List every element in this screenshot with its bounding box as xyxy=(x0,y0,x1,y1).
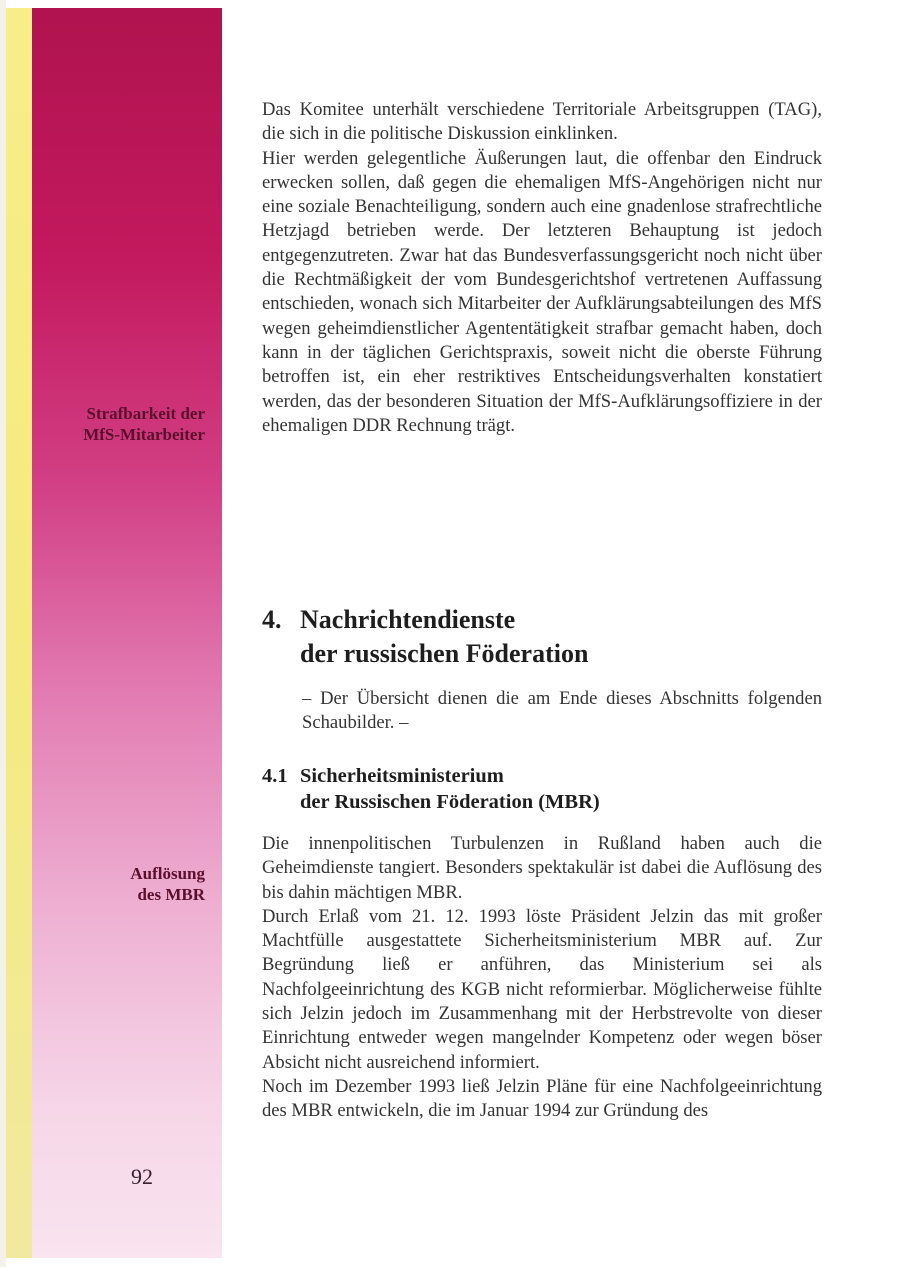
subsection-title-line1: Sicherheitsministerium xyxy=(300,765,504,787)
margin-note-aufloesung xyxy=(40,863,205,905)
subsection-number: 4.1 xyxy=(262,765,288,787)
section-number: 4. xyxy=(262,605,282,634)
margin-note-line: Strafbarkeit der xyxy=(86,404,205,423)
yellow-margin-strip xyxy=(6,8,32,1258)
paragraph: Die innenpolitischen Turbulenzen in Rußland haben auch die Geheimdienste tangiert. Besonders spektakulär ist dabei die Auflösung des bis dahin mächtigen MBR. xyxy=(262,833,822,903)
margin-note-strafbarkeit xyxy=(40,403,205,445)
margin-note-line: des MBR xyxy=(137,885,205,904)
body-text-block-2 xyxy=(262,832,822,1124)
subsection-title-line2: der Russischen Föderation (MBR) xyxy=(300,791,600,813)
paragraph: – Der Übersicht dienen die am Ende dieses Abschnitts folgenden Schaubilder. – xyxy=(302,688,822,734)
margin-note-line: MfS-Mitarbeiter xyxy=(83,425,205,444)
body-text-block xyxy=(262,98,822,438)
section-intro xyxy=(302,687,822,736)
paragraph: Hier werden gelegentliche Äußerungen laut, die offenbar den Eindruck erwecken sollen, daß gegen die ehemaligen MfS-Angehörigen nicht nur eine soziale Benachteiligung, sondern auch eine gnadenlose strafrechtliche Hetzjagd betrieben werde. Der letzteren Behauptung ist jedoch entgegenzutreten. Zwar hat das Bundesverfassungsgericht noch nicht über die Rechtmäßigkeit der vom Bundesgerichtshof vertretenen Auffassung entschieden, wonach sich Mitarbeiter der Aufklärungsabteilungen des MfS wegen geheimdienstlicher Agententätigkeit strafbar gemacht haben, doch kann in der täglichen Gerichtspraxis, soweit nicht die oberste Führung betroffen ist, ein eher restriktives Entscheidungsverhalten konstatiert werden, das der besonderen Situation der MfS-Aufklärungsoffiziere in der ehemaligen DDR Rechnung trägt. xyxy=(262,147,822,436)
section-title-line1: Nachrichtendienste xyxy=(300,605,516,634)
section-heading-4 xyxy=(262,603,588,671)
paragraph: Durch Erlaß vom 21. 12. 1993 löste Präsident Jelzin das mit großer Machtfülle ausgestattete Sicherheitsministerium MBR auf. Zur Begründung ließ er anführen, das Ministerium sei als Nachfolgeeinrichtung des KGB nicht reformierbar. Möglicherweise fühlte sich Jelzin jedoch im Zusammenhang mit der Herbstrevolte von dieser Einrichtung entweder wegen mangelnder Kompetenz oder wegen böser Absicht nicht ausreichend informiert. xyxy=(262,905,822,1073)
section-title-line2: der russischen Föderation xyxy=(300,639,589,668)
margin-note-line: Auflösung xyxy=(130,864,205,883)
paragraph: Das Komitee unterhält verschiedene Territoriale Arbeitsgruppen (TAG), die sich in die politische Diskussion einklinken. xyxy=(262,99,822,145)
paragraph: Noch im Dezember 1993 ließ Jelzin Pläne für eine Nachfolgeeinrichtung des MBR entwickeln, die im Januar 1994 zur Gründung des xyxy=(262,1075,822,1122)
page-number: 92 xyxy=(131,1164,153,1189)
magenta-margin-band xyxy=(32,8,222,1258)
section-heading-4-1 xyxy=(262,763,600,815)
